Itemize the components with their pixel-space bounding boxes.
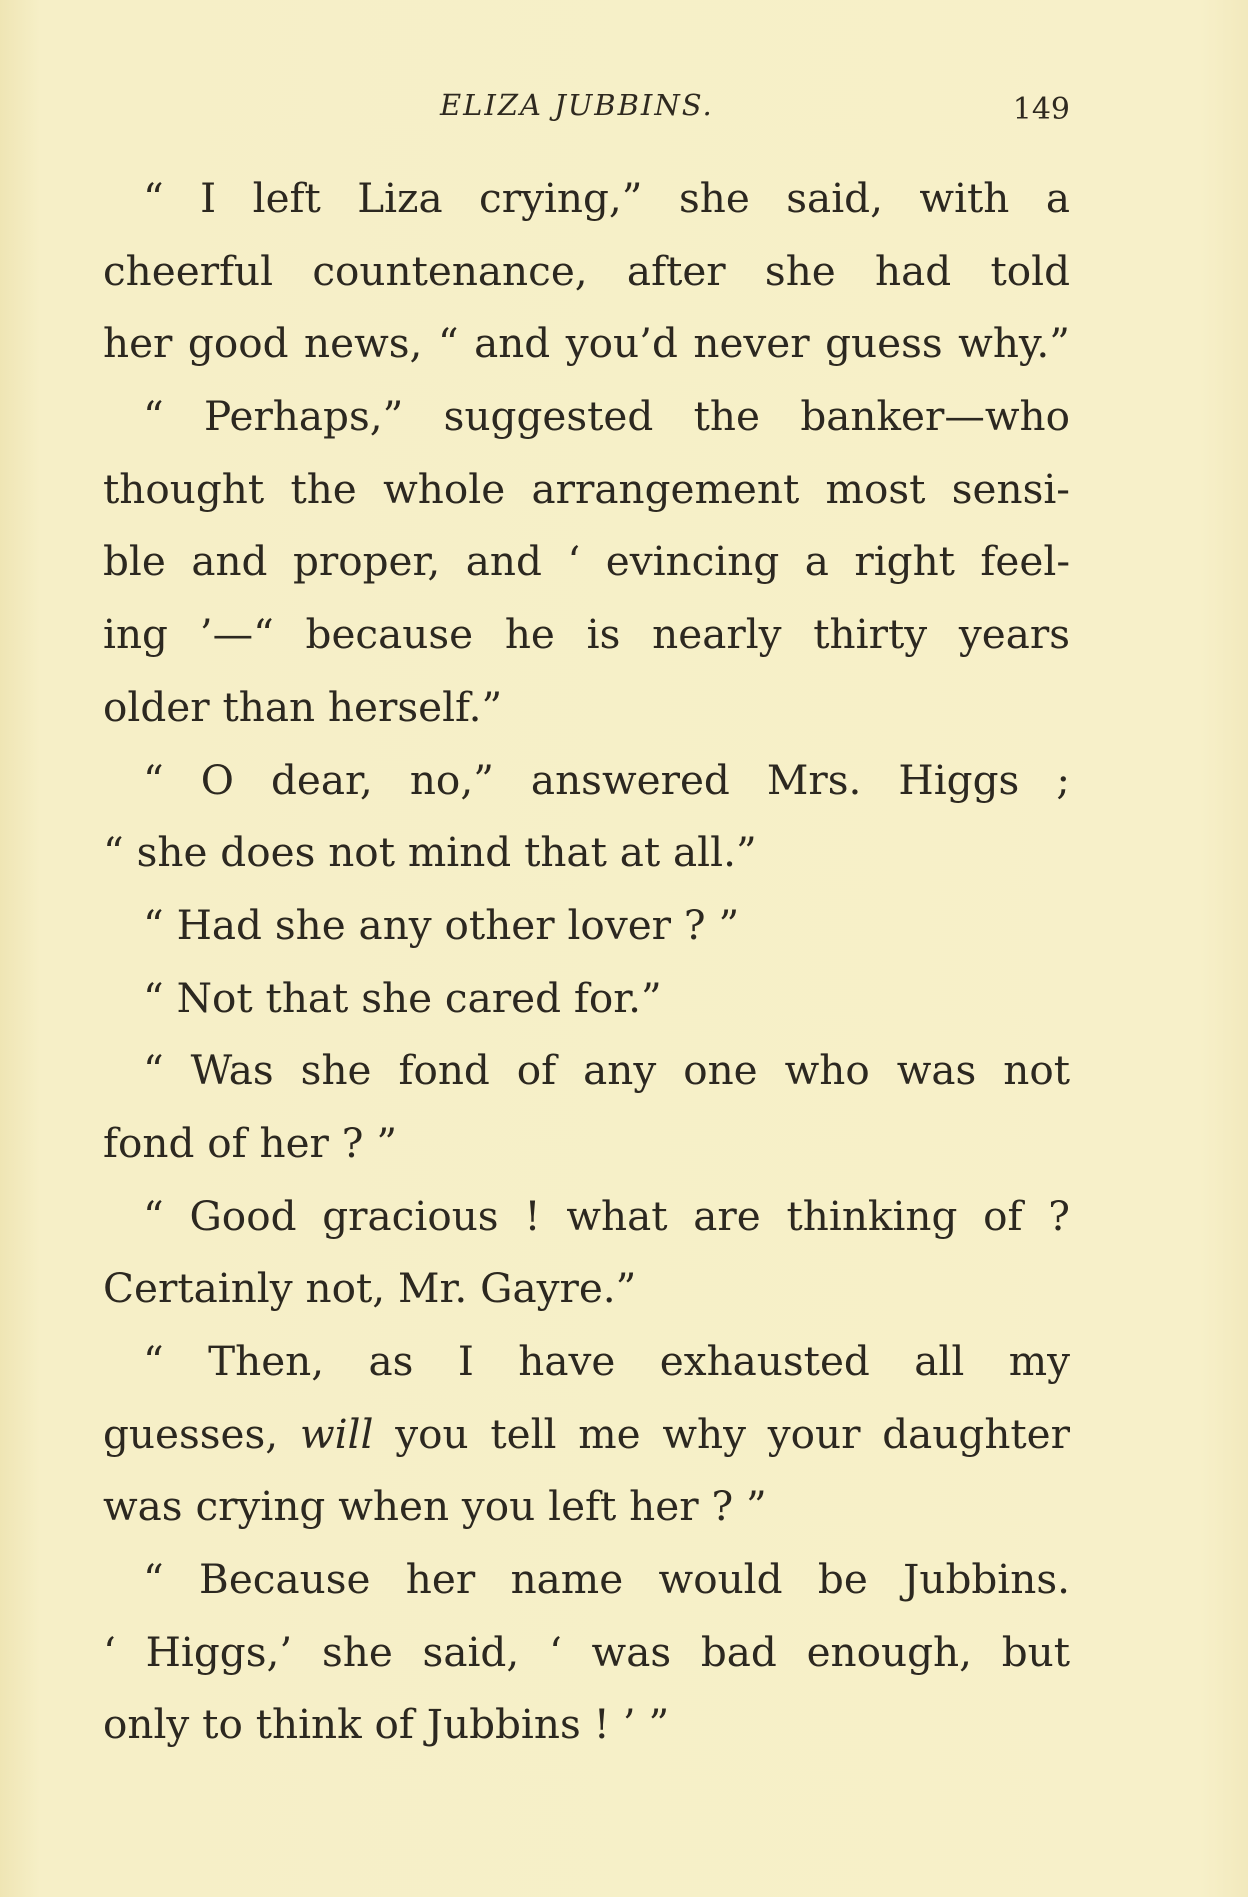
text-line-with-italic [103, 1398, 1070, 1471]
text-line: older than herself.” [103, 682, 503, 731]
text-line: “ I left Liza crying,” she said, with a [143, 174, 1070, 222]
text-line: “ Then, as I have exhausted all my [143, 1337, 1070, 1385]
text-line: “ Perhaps,” suggested the banker—who [143, 392, 1070, 441]
text-line: Certainly not, Mr. Gayre.” [103, 1264, 637, 1313]
text-line: ‘ Higgs,’ she said, ‘ was bad enough, but [103, 1627, 1070, 1676]
text-line: “ Not that she cared for.” [143, 973, 662, 1022]
body-text [103, 162, 1070, 1761]
running-header [100, 88, 1070, 128]
text-line: was crying when you left her ? ” [103, 1482, 767, 1531]
italic-emphasis: will [299, 1409, 374, 1458]
text-line: “ O dear, no,” answered Mrs. Higgs ; [143, 755, 1070, 804]
text-line: ing ’—“ because he is nearly thirty years [103, 610, 1070, 659]
line-end-text: you tell me why your daughter [395, 1409, 1071, 1458]
text-line: ble and proper, and ‘ evincing a right feel- [103, 537, 1070, 586]
text-line: “ Was she fond of any one who was not [143, 1046, 1070, 1095]
text-line: fond of her ? ” [103, 1118, 398, 1167]
text-line: “ Good gracious ! what are thinking of ? [143, 1191, 1070, 1240]
text-line: “ Because her name would be Jubbins. [143, 1555, 1070, 1604]
text-line: “ she does not mind that at all.” [103, 828, 757, 877]
line-start-text: guesses, [103, 1409, 279, 1458]
text-line: thought the whole arrangement most sensi- [103, 464, 1070, 513]
text-line: cheerful countenance, after she had told [103, 246, 1070, 295]
text-line: her good news, “ and you’d never guess why.” [103, 319, 1070, 368]
text-line: “ Had she any other lover ? ” [143, 900, 740, 949]
text-line: only to think of Jubbins ! ’ ” [103, 1700, 670, 1749]
running-title: ELIZA JUBBINS. [440, 88, 714, 122]
page-number: 149 [1012, 92, 1070, 127]
